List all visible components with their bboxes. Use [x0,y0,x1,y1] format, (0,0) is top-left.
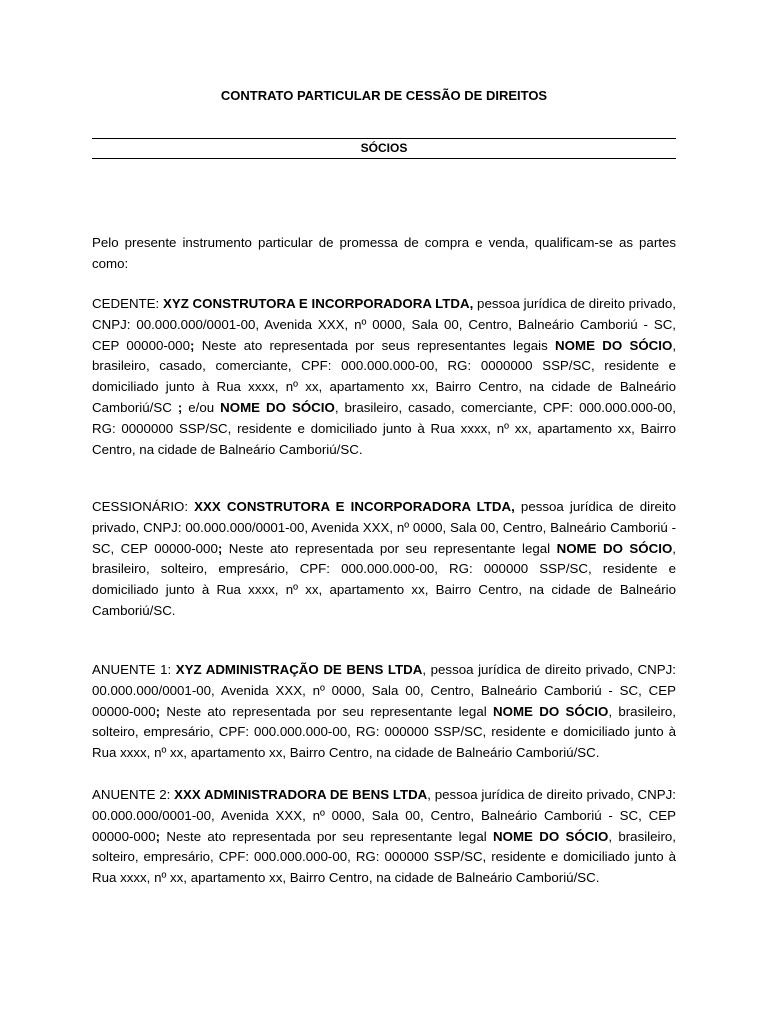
anuente-2-text-1: , pessoa jurídica de direito privado, CNPJ: 00.000.000/0001-00, Avenida XXX, nº 0000, Sala 00, Centro, Balneário Camboriú - SC, CEP 00000-000 [92,787,676,844]
cessionario-semicolon: ; [217,540,223,556]
cessionario-representative: NOME DO SÓCIO [556,540,673,556]
anuente-1-text-1: , pessoa jurídica de direito privado, CNPJ: 00.000.000/0001-00, Avenida XXX, nº 0000, Sala 00, Centro, Balneário Camboriú - SC, CEP 00000-000 [92,662,676,719]
anuente-2-text-2: Neste ato representada por seu representante legal [160,828,493,844]
cessionario-company: XXX CONSTRUTORA E INCORPORADORA LTDA, [194,499,515,514]
anuente-2-paragraph [92,785,676,889]
anuente-2-representative: NOME DO SÓCIO [493,828,609,844]
document-title: CONTRATO PARTICULAR DE CESSÃO DE DIREITOS [220,88,548,103]
anuente-1-representative: NOME DO SÓCIO [493,703,609,719]
cedente-text-5: , brasileiro, casado, comerciante, CPF: 000.000.000-00, RG: 0000000 SSP/SC, residente e domiciliado junto à Rua xxxx, nº xx, apartamento xx, Bairro Centro, na cidade de Balneário Camboriú/SC. [92,399,676,457]
anuente-1-semicolon: ; [155,703,161,719]
cedente-text-2: Neste ato representada por seus representantes legais [194,337,556,353]
anuente-2-text-3: , brasileiro, solteiro, empresário, CPF: 000.000.000-00, RG: 000000 SSP/SC, residente e domiciliado junto à Rua xxxx, nº xx, apartamento xx, Bairro Centro, na cidade de Balneário Camboriú/SC. [92,828,677,886]
cedente-representative-1: NOME DO SÓCIO [555,337,673,353]
cessionario-text-1: pessoa jurídica de direito privado, CNPJ: 00.000.000/0001-00, Avenida XXX, nº 0000, Sala 00, Centro, Balneário Camboriú - SC, CEP 00000-000 [92,499,676,556]
cessionario-label: CESSIONÁRIO: [92,499,195,514]
cessionario-paragraph [92,497,676,622]
cedente-text-1: pessoa jurídica de direito privado, CNPJ: 00.000.000/0001-00, Avenida XXX, nº 0000, Sala 00, Centro, Balneário Camboriú - SC, CEP 00000-000 [92,296,676,353]
cedente-semicolon-2: ; [177,399,183,415]
anuente-1-paragraph [92,660,676,764]
cedente-company: XYZ CONSTRUTORA E INCORPORADORA LTDA, [162,296,474,311]
anuente-2-label: ANUENTE 2: [92,787,175,802]
cedente-text-4: e/ou [182,399,221,415]
anuente-1-label: ANUENTE 1: [92,662,176,677]
cessionario-text-3: , brasileiro, solteiro, empresário, CPF: 000.000.000-00, RG: 000000 SSP/SC, residente e domiciliado junto à Rua xxxx, nº xx, apartamento xx, Bairro Centro, na cidade de Balneário Camboriú/SC. [92,540,676,618]
cedente-text-3: , brasileiro, casado, comerciante, CPF: 000.000.000-00, RG: 0000000 SSP/SC, residente e domiciliado junto à Rua xxxx, nº xx, apartamento xx, Bairro Centro, na cidade de Balneário Camboriú/SC [92,337,677,415]
anuente-1-text-2: Neste ato representada por seu representante legal [160,703,493,719]
anuente-2-semicolon: ; [155,828,161,844]
section-heading: SÓCIOS [92,138,676,159]
anuente-2-company: XXX ADMINISTRADORA DE BENS LTDA [174,787,428,802]
cedente-paragraph [92,294,676,460]
anuente-1-company: XYZ ADMINISTRAÇÃO DE BENS LTDA [175,662,423,677]
cedente-representative-2: NOME DO SÓCIO [220,399,335,415]
cedente-label: CEDENTE: [92,296,163,311]
intro-paragraph: Pelo presente instrumento particular de promessa de compra e venda, qualificam-se as partes como: [92,235,676,271]
cessionario-text-2: Neste ato representada por seu representante legal [222,540,557,556]
anuente-1-text-3: , brasileiro, solteiro, empresário, CPF: 000.000.000-00, RG: 000000 SSP/SC, residente e domiciliado junto à Rua xxxx, nº xx, apartamento xx, Bairro Centro, na cidade de Balneário Camboriú/SC. [92,703,677,761]
cedente-semicolon: ; [189,337,195,353]
